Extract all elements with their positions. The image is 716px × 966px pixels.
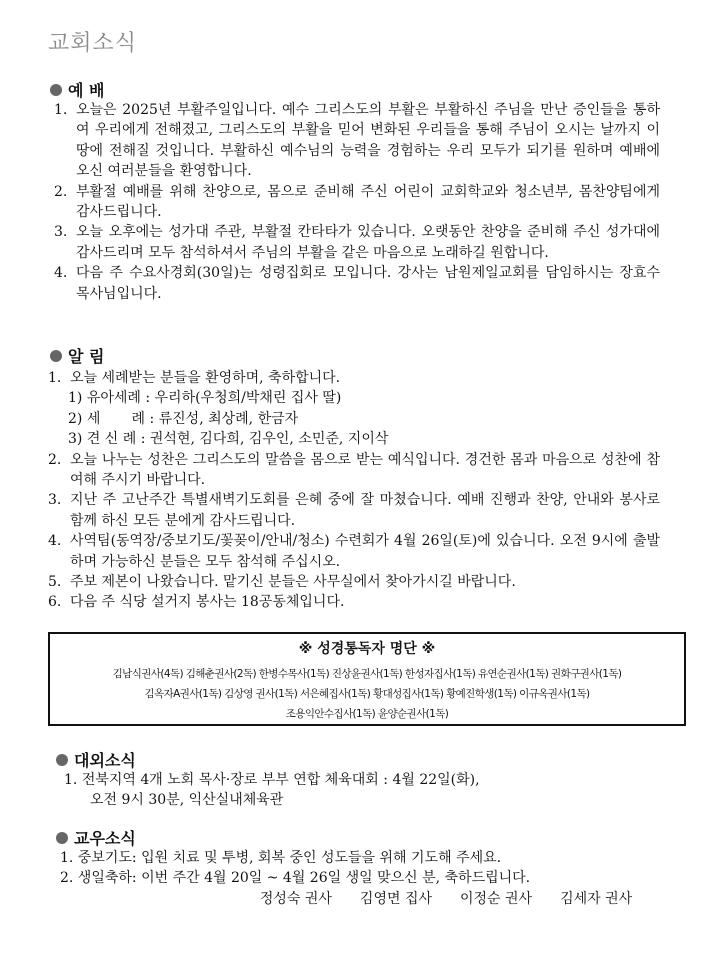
item-number: 4. — [48, 533, 62, 550]
notices-heading — [50, 344, 104, 367]
item-number: 3. — [48, 492, 62, 509]
item-number: 1. — [54, 102, 68, 118]
external-list — [64, 770, 664, 811]
members-heading-label: 교우소식 — [74, 829, 136, 848]
bible-readers-list — [50, 664, 684, 724]
worship-heading-label: 예 배 — [68, 81, 105, 100]
worship-list — [54, 100, 660, 304]
list-item — [48, 592, 660, 612]
birthday-name: 김영면 집사 — [359, 890, 432, 907]
list-item — [54, 182, 660, 223]
item-text: 전북지역 4개 노회 목사·장로 부부 연합 체육대회 : 4월 22일(화), — [81, 772, 480, 788]
item-number: 1. — [64, 772, 78, 788]
item-number: 2. — [54, 183, 68, 200]
sub-item: 1) 유아세례 : 우리하(우청희/박채린 집사 딸) — [68, 390, 342, 407]
item-text: 지난 주 고난주간 특별새벽기도회를 은혜 중에 잘 마쳤습니다. 예배 진행과 찬양, 안내와 봉사로 함께 하신 모든 분에게 감사드립니다. — [70, 492, 660, 529]
birthday-name: 정성숙 권사 — [259, 890, 332, 907]
item-text: 다음 주 식당 설거지 봉사는 18공동체입니다. — [70, 594, 345, 611]
item-text: 오늘 오후에는 성가대 주관, 부활절 칸타타가 있습니다. 오랫동안 찬양을 준비해 주신 성가대에 감사드리며 모두 참석하셔서 주님의 부활을 같은 마음으로 노래하길 원합니다. — [76, 224, 660, 261]
list-item — [64, 770, 664, 790]
readers-line: 조용익안수집사(1독) 윤양순권사(1독) — [285, 708, 449, 720]
members-list — [60, 848, 680, 909]
bible-readers-title: ※ 성경통독자 명단 ※ — [298, 641, 436, 657]
list-item: 1. 중보기도: 입원 치료 및 투병, 회복 중인 성도들을 위해 기도해 주세요. — [60, 850, 502, 866]
list-item — [48, 490, 660, 531]
readers-line: 김옥자A권사(1독) 김상영 권사(1독) 서은혜집사(1독) 황대성집사(1독) 황예진학생(1독) 이규옥권사(1독) — [144, 688, 590, 700]
members-heading — [56, 826, 136, 849]
list-item: 1. 오늘 세례받는 분들을 환영하며, 축하합니다. — [48, 370, 341, 386]
item-text: 다음 주 수요사경회(30일)는 성령집회로 모입니다. 강사는 남원제일교회를 담임하시는 장효수 목사님입니다. — [76, 265, 660, 302]
external-heading-label: 대외소식 — [74, 751, 136, 770]
item-text: 오늘 세례받는 분들을 환영하며, 축하합니다. — [70, 370, 341, 386]
list-item: 2. 생일축하: 이번 주간 4월 20일 ~ 4월 26일 생일 맞으신 분, 축하드립니다. — [60, 870, 531, 887]
page-title: 교회소식 — [48, 31, 138, 56]
birthday-name: 이정순 권사 — [460, 890, 533, 907]
item-text: 사역팀(동역장/중보기도/꽃꽂이/안내/청소) 수련회가 4월 26일(토)에 있습니다. 오전 9시에 출발하며 가능하신 분들은 모두 참석해 주십시오. — [70, 533, 660, 570]
item-text: 오늘은 2025년 부활주일입니다. 예수 그리스도의 부활은 부활하신 주님을 만난 증인들을 통하여 우리에게 전해졌고, 그리스도의 부활을 믿어 변화된 우리들을 통해 주님이 오시는 날까지 이 땅에 전해질 것입니다. 부활하신 예수님의 능력을 경험하는 우리 모두가 되기를 원하며 예배에 오신 여러분들을 환영합니다. — [76, 102, 660, 180]
list-item — [48, 531, 660, 572]
worship-heading — [50, 78, 104, 101]
list-item — [54, 222, 660, 263]
bullet-icon — [50, 350, 62, 362]
list-item — [48, 572, 660, 592]
list-item — [54, 100, 660, 182]
bullet-icon — [56, 832, 68, 844]
item-text: 오늘 나누는 성찬은 그리스도의 말씀을 몸으로 받는 예식입니다. 경건한 몸과 마음으로 성찬에 참여해 주시기 바랍니다. — [70, 451, 660, 489]
bullet-icon — [50, 84, 62, 96]
bullet-icon — [56, 754, 68, 766]
birthday-name: 김세자 권사 — [560, 890, 633, 907]
item-number: 4. — [54, 265, 68, 282]
list-item — [48, 450, 660, 491]
item-number: 5. — [48, 574, 62, 591]
item-text: 부활절 예배를 위해 찬양으로, 몸으로 준비해 주신 어린이 교회학교와 청소년부, 몸찬양팀에게 감사드립니다. — [76, 183, 660, 221]
readers-line: 김남식권사(4독) 김해춘권사(2독) 한병수목사(1독) 진상윤권사(1독) 한성자집사(1독) 유연순권사(1독) 권화구권사(1독) — [112, 668, 622, 680]
notices-heading-label: 알 림 — [68, 347, 105, 366]
item-number: 6. — [48, 594, 62, 611]
item-number: 2. — [48, 451, 62, 468]
sub-item: 2) 세 례 : 류진성, 최상례, 한금자 — [68, 410, 299, 427]
item-text: 주보 제본이 나왔습니다. 맡기신 분들은 사무실에서 찾아가시길 바랍니다. — [70, 574, 516, 591]
birthday-names — [60, 889, 680, 909]
bible-readers-box — [48, 632, 686, 726]
sub-item: 3) 견 신 례 : 권석현, 김다희, 김우인, 소민준, 지이삭 — [68, 431, 389, 448]
list-item — [54, 263, 660, 304]
external-heading — [56, 748, 136, 771]
notices-list — [48, 368, 660, 613]
item-number: 3. — [54, 224, 68, 241]
item-text: 오전 9시 30분, 익산실내체육관 — [90, 792, 284, 809]
